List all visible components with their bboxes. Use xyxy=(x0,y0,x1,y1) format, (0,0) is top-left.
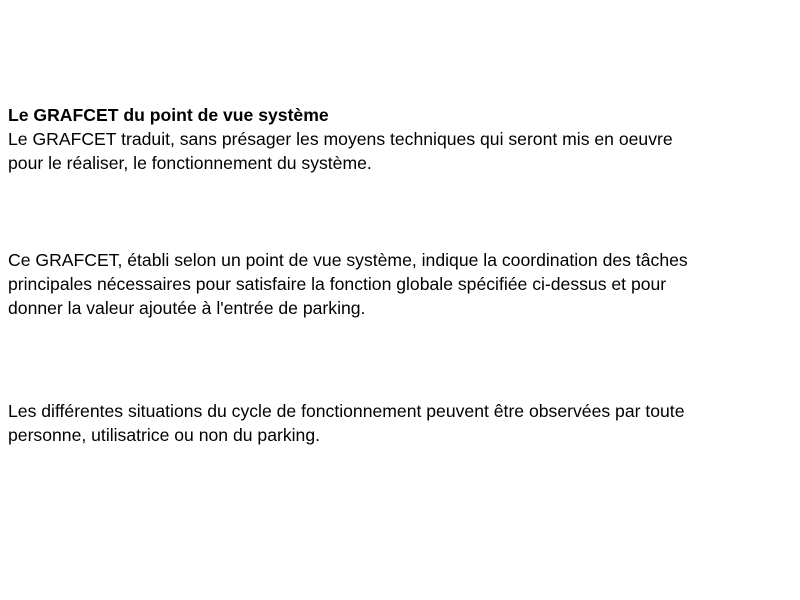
situations-line-2: personne, utilisatrice ou non du parking. xyxy=(8,425,320,445)
coordination-line-2: principales nécessaires pour satisfaire la fonction globale spécifiée ci-dessus et pour xyxy=(8,274,667,294)
coordination-paragraph xyxy=(8,248,792,320)
coordination-line-3: donner la valeur ajoutée à l'entrée de parking. xyxy=(8,298,366,318)
intro-line-1: Le GRAFCET traduit, sans présager les moyens techniques qui seront mis en oeuvre xyxy=(8,129,673,149)
intro-section xyxy=(8,103,792,175)
section-heading: Le GRAFCET du point de vue système xyxy=(8,105,329,125)
intro-line-2: pour le réaliser, le fonctionnement du système. xyxy=(8,153,372,173)
situations-line-1: Les différentes situations du cycle de fonctionnement peuvent être observées par toute xyxy=(8,401,685,421)
situations-paragraph xyxy=(8,399,792,447)
coordination-line-1: Ce GRAFCET, établi selon un point de vue système, indique la coordination des tâches xyxy=(8,250,688,270)
